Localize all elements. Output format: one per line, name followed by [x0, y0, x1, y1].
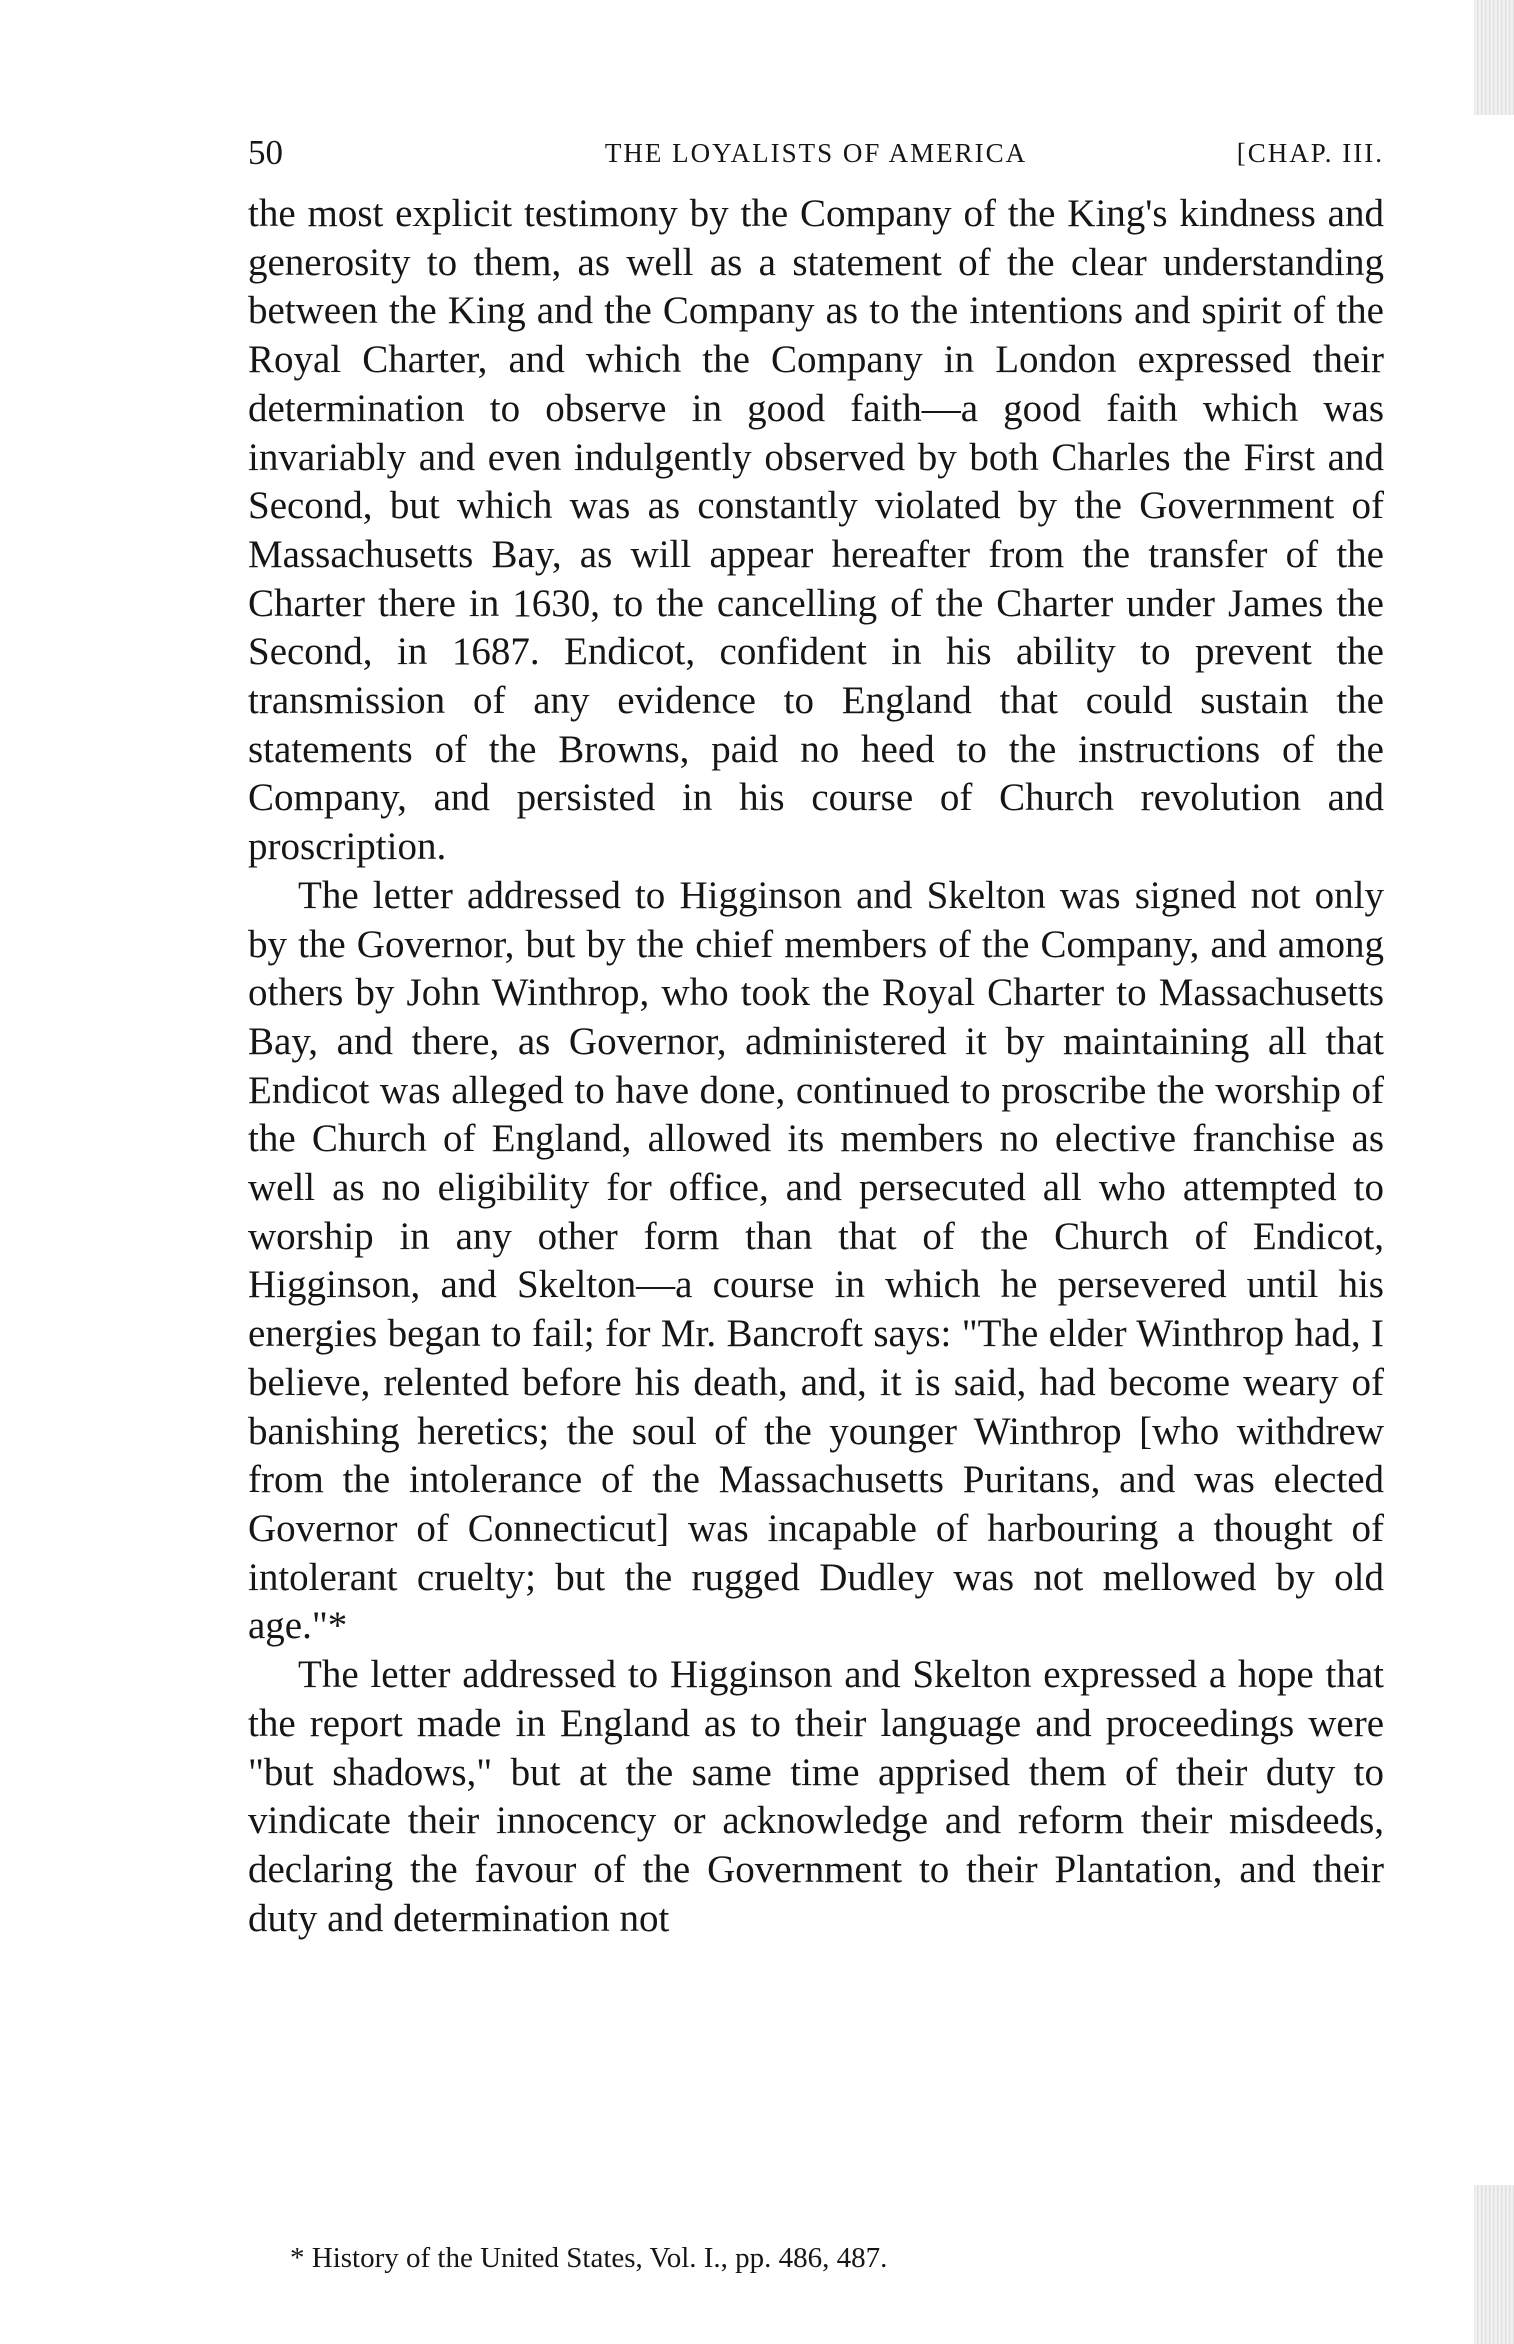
running-title: THE LOYALISTS OF AMERICA — [604, 138, 1028, 168]
body-text — [248, 190, 1384, 1943]
page-number: 50 — [248, 133, 283, 172]
paragraph-continuation: the most explicit testimony by the Company of the King's kindness and generosity to them, as well as a statement of the clear understanding between the King and the Company as to the intentions and spirit of the Royal Charter, and which the Company in London expressed their determination to observe in good faith—a good faith which was invariably and even indulgently observed by both Charles the First and Second, but which was as constantly violated by the Government of Massachusetts Bay, as will appear hereafter from the transfer of the Charter there in 1630, to the cancelling of the Charter under James the Second, in 1687. Endicot, confident in his ability to prevent the transmission of any evidence to England that could sustain the statements of the Browns, paid no heed to the instructions of the Company, and persisted in his course of Church revolution and proscription. — [248, 192, 1384, 869]
chapter-label: [CHAP. III. — [1236, 138, 1384, 168]
scan-edge-artifact-top — [1474, 0, 1514, 115]
page-header — [248, 128, 1384, 178]
scan-edge-artifact-bottom — [1474, 2185, 1514, 2344]
paragraph-letter-contents: The letter addressed to Higginson and Skelton expressed a hope that the report made in England as to their language and proceedings were "but shadows," but at the same time apprised them of their duty to vindicate their innocency or acknowledge and reform their misdeeds, declaring the favour of the Government to their Plantation, and their duty and determination not — [248, 1653, 1384, 1940]
paragraph-letter-signatories: The letter addressed to Higginson and Skelton was signed not only by the Governor, but by the chief members of the Company, and among others by John Winthrop, who took the Royal Charter to Massachusetts Bay, and there, as Governor, administered it by maintaining all that Endicot was alleged to have done, continued to proscribe the worship of the Church of England, allowed its members no elective franchise as well as no eligibility for office, and persecuted all who attempted to worship in any other form than that of the Church of Endicot, Higginson, and Skelton—a course in which he persevered until his energies began to fail; for Mr. Bancroft says: "The elder Winthrop had, I believe, relented before his death, and, it is said, had become weary of banishing heretics; the soul of the younger Winthrop [who withdrew from the intolerance of the Massachusetts Puritans, and was elected Governor of Connecticut] was incapable of harbouring a thought of intolerant cruelty; but the rugged Dudley was not mellowed by old age."* — [248, 873, 1384, 1648]
footnote: * History of the United States, Vol. I., pp. 486, 487. — [290, 2242, 888, 2274]
